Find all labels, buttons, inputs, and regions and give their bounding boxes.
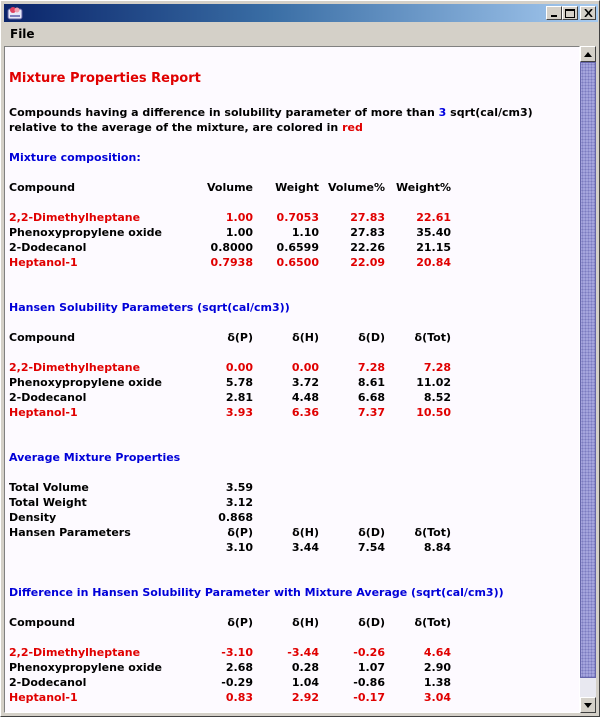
maximize-button[interactable] xyxy=(562,6,578,20)
cell-label: 2-Dodecanol xyxy=(9,676,87,689)
table-row xyxy=(9,496,469,511)
cell-value: 11.02 xyxy=(416,376,451,389)
cell-value: 1.38 xyxy=(423,676,451,689)
cell-value: 22.09 xyxy=(350,256,385,269)
intro-line-1 xyxy=(9,105,533,120)
cell-value: δ(P) xyxy=(227,616,253,629)
table-row xyxy=(9,511,469,526)
cell-value: 4.64 xyxy=(423,646,451,659)
cell-value: δ(Tot) xyxy=(414,526,451,539)
table-header-row xyxy=(9,181,469,196)
cell-value: 21.15 xyxy=(416,241,451,254)
arrow-up-icon xyxy=(584,52,592,57)
cell-value: δ(Tot) xyxy=(414,616,451,629)
cell-value: 0.8000 xyxy=(210,241,253,254)
cell-value: 7.28 xyxy=(423,361,451,374)
table-row xyxy=(9,676,469,691)
cell-value: 0.28 xyxy=(291,661,319,674)
cell-label: Compound xyxy=(9,331,76,344)
hansen-section-title: Hansen Solubility Parameters (sqrt(cal/cm3)) xyxy=(9,301,290,314)
java-app-icon xyxy=(7,5,23,21)
table-row xyxy=(9,661,469,676)
threshold-value: 3 xyxy=(438,106,447,119)
cell-value: 6.68 xyxy=(357,391,385,404)
cell-value: 0.6599 xyxy=(276,241,319,254)
cell-value: 0.7053 xyxy=(276,211,319,224)
intro-text: relative to the average of the mixture, are colored in xyxy=(9,121,343,134)
cell-value: 4.48 xyxy=(291,391,319,404)
cell-label: 2-Dodecanol xyxy=(9,241,87,254)
cell-value: 8.61 xyxy=(357,376,385,389)
cell-value: 7.37 xyxy=(357,406,385,419)
vertical-scrollbar[interactable] xyxy=(580,46,596,713)
cell-value: δ(H) xyxy=(292,616,319,629)
table-row xyxy=(9,691,469,706)
cell-label: 2,2-Dimethylheptane xyxy=(9,361,141,374)
cell-value: -0.86 xyxy=(353,676,385,689)
cell-value: 20.84 xyxy=(416,256,451,269)
cell-value: Weight% xyxy=(396,181,451,194)
cell-value: 3.12 xyxy=(225,496,253,509)
intro-units: sqrt(cal/cm3) xyxy=(446,106,533,119)
cell-label: Phenoxypropylene oxide xyxy=(9,661,163,674)
title-bar[interactable] xyxy=(4,4,598,22)
cell-value: 0.00 xyxy=(225,361,253,374)
close-button[interactable] xyxy=(580,6,596,20)
cell-label: Heptanol-1 xyxy=(9,691,78,704)
cell-value: 1.04 xyxy=(291,676,319,689)
cell-value: δ(Tot) xyxy=(414,331,451,344)
cell-value: Volume xyxy=(207,181,253,194)
table-header-row xyxy=(9,616,469,631)
cell-label: Total Weight xyxy=(9,496,87,509)
cell-value: 8.84 xyxy=(423,541,451,554)
cell-value: δ(P) xyxy=(227,526,253,539)
cell-label: Hansen Parameters xyxy=(9,526,131,539)
cell-value: 2.68 xyxy=(225,661,253,674)
report-title: Mixture Properties Report xyxy=(9,71,201,86)
cell-value: 1.00 xyxy=(225,226,253,239)
intro-text: Compounds having a difference in solubility parameter of more than xyxy=(9,106,439,119)
cell-value: Volume% xyxy=(327,181,385,194)
table-header-row xyxy=(9,331,469,346)
scroll-thumb[interactable] xyxy=(580,62,596,678)
cell-label: Density xyxy=(9,511,57,524)
scroll-track[interactable] xyxy=(580,62,596,697)
cell-value: 6.36 xyxy=(291,406,319,419)
cell-value: 22.61 xyxy=(416,211,451,224)
cell-value: 27.83 xyxy=(350,211,385,224)
cell-value: δ(D) xyxy=(358,616,385,629)
cell-label: Heptanol-1 xyxy=(9,406,78,419)
cell-value: 2.81 xyxy=(225,391,253,404)
cell-value: 5.78 xyxy=(225,376,253,389)
cell-value: 3.04 xyxy=(423,691,451,704)
scroll-down-button[interactable] xyxy=(580,697,596,713)
cell-value: 22.26 xyxy=(350,241,385,254)
cell-value: -3.44 xyxy=(287,646,319,659)
table-row xyxy=(9,256,469,271)
cell-value: δ(D) xyxy=(358,331,385,344)
cell-label: 2,2-Dimethylheptane xyxy=(9,646,141,659)
cell-label: Heptanol-1 xyxy=(9,256,78,269)
scroll-up-button[interactable] xyxy=(580,46,596,62)
cell-value: 3.59 xyxy=(225,481,253,494)
cell-label: Phenoxypropylene oxide xyxy=(9,376,163,389)
cell-value: 1.07 xyxy=(357,661,385,674)
report-intro xyxy=(9,105,533,135)
difference-section-title: Difference in Hansen Solubility Parameter with Mixture Average (sqrt(cal/cm3)) xyxy=(9,586,504,599)
table-row xyxy=(9,376,469,391)
cell-value: 3.93 xyxy=(225,406,253,419)
cell-value: -0.29 xyxy=(221,676,253,689)
cell-label: 2-Dodecanol xyxy=(9,391,87,404)
cell-value: -3.10 xyxy=(221,646,253,659)
cell-value: 0.6500 xyxy=(276,256,319,269)
close-icon xyxy=(584,9,593,17)
minimize-icon xyxy=(550,9,558,17)
table-row xyxy=(9,541,469,556)
red-color-word: red xyxy=(342,121,363,134)
table-row xyxy=(9,526,469,541)
table-row xyxy=(9,361,469,376)
table-row xyxy=(9,481,469,496)
report-viewport xyxy=(4,46,580,713)
cell-value: 7.54 xyxy=(357,541,385,554)
intro-line-2 xyxy=(9,120,533,135)
cell-value: 3.72 xyxy=(291,376,319,389)
cell-value: 2.92 xyxy=(291,691,319,704)
cell-value: 10.50 xyxy=(416,406,451,419)
cell-value: -0.26 xyxy=(353,646,385,659)
cell-value: -0.17 xyxy=(353,691,385,704)
cell-value: 8.52 xyxy=(423,391,451,404)
cell-value: 0.83 xyxy=(225,691,253,704)
cell-value: Weight xyxy=(275,181,319,194)
cell-value: 27.83 xyxy=(350,226,385,239)
cell-label: Compound xyxy=(9,181,76,194)
menu-file[interactable]: File xyxy=(10,27,35,41)
cell-label: Phenoxypropylene oxide xyxy=(9,226,163,239)
cell-value: δ(D) xyxy=(358,526,385,539)
cell-label: 2,2-Dimethylheptane xyxy=(9,211,141,224)
table-row xyxy=(9,391,469,406)
cell-value: 3.44 xyxy=(291,541,319,554)
cell-label: Total Volume xyxy=(9,481,89,494)
cell-value: 2.90 xyxy=(423,661,451,674)
cell-value: 0.00 xyxy=(291,361,319,374)
cell-value: 0.7938 xyxy=(210,256,253,269)
arrow-down-icon xyxy=(584,703,592,708)
table-row xyxy=(9,406,469,421)
cell-value: 35.40 xyxy=(416,226,451,239)
cell-value: 1.10 xyxy=(291,226,319,239)
table-row xyxy=(9,211,469,226)
cell-value: 0.868 xyxy=(218,511,253,524)
minimize-button[interactable] xyxy=(546,6,562,20)
cell-value: 7.28 xyxy=(357,361,385,374)
menu-bar xyxy=(4,25,598,45)
composition-section-title: Mixture composition: xyxy=(9,151,141,164)
cell-label: Compound xyxy=(9,616,76,629)
cell-value: δ(P) xyxy=(227,331,253,344)
average-section-title: Average Mixture Properties xyxy=(9,451,181,464)
table-row xyxy=(9,226,469,241)
cell-value: 3.10 xyxy=(225,541,253,554)
maximize-icon xyxy=(565,9,575,18)
cell-value: 1.00 xyxy=(225,211,253,224)
table-row xyxy=(9,646,469,661)
cell-value: δ(H) xyxy=(292,526,319,539)
table-row xyxy=(9,241,469,256)
cell-value: δ(H) xyxy=(292,331,319,344)
